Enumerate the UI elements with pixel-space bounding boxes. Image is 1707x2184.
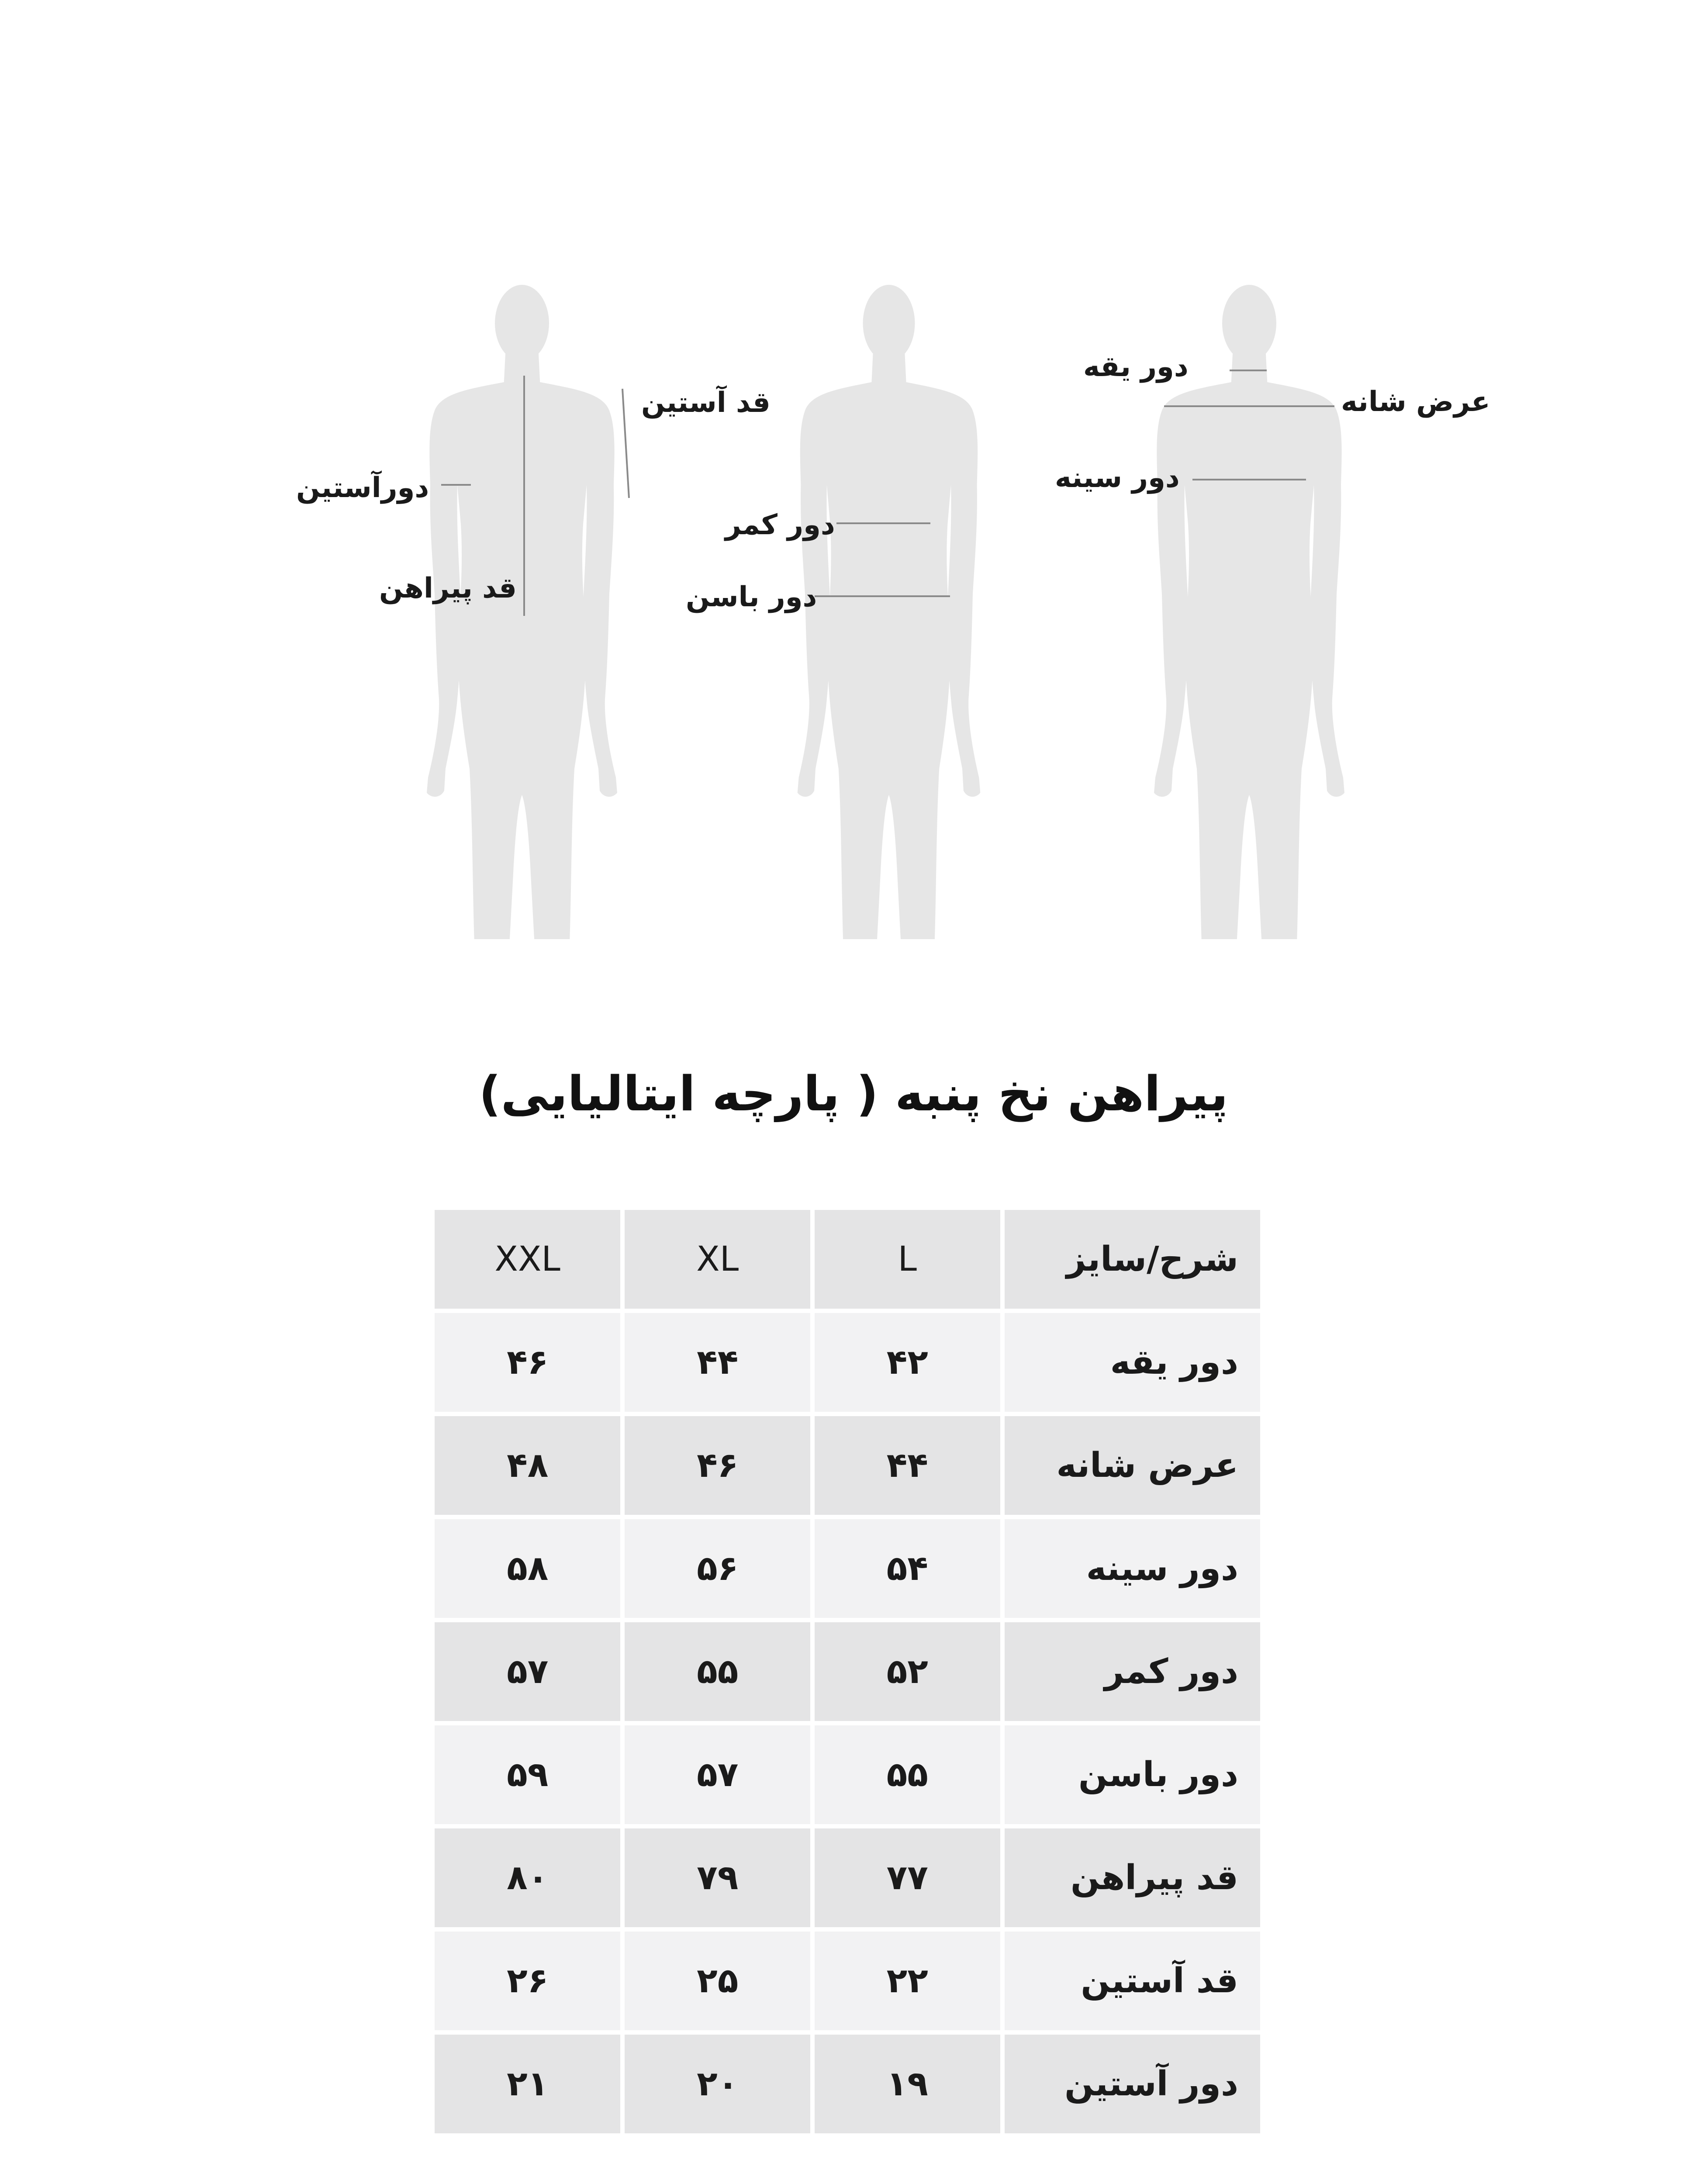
table-row — [435, 1828, 1260, 1927]
side-view-figure — [798, 285, 981, 939]
cell-l: ۷۷ — [815, 1828, 1000, 1927]
cell-l: ۲۲ — [815, 1932, 1000, 2030]
cell-desc: قد پیراهن — [1005, 1828, 1260, 1927]
cell-xxl: ۵۷ — [435, 1622, 620, 1721]
cell-xl: ۵۷ — [625, 1725, 810, 1824]
table-row — [435, 2035, 1260, 2133]
cell-xl: ۲۰ — [625, 2035, 810, 2133]
cell-xl: ۲۵ — [625, 1932, 810, 2030]
header-l: L — [815, 1210, 1000, 1309]
cell-xxl: ۸۰ — [435, 1828, 620, 1927]
cell-desc: قد آستین — [1005, 1932, 1260, 2030]
cell-desc: دور باسن — [1005, 1725, 1260, 1824]
cell-xl: ۵۵ — [625, 1622, 810, 1721]
table-row — [435, 1622, 1260, 1721]
cell-l: ۴۲ — [815, 1313, 1000, 1412]
cell-xxl: ۵۹ — [435, 1725, 620, 1824]
cell-xl: ۴۴ — [625, 1313, 810, 1412]
label-chest: دور سینه — [1055, 462, 1180, 494]
cell-desc: دور یقه — [1005, 1313, 1260, 1412]
label-sleeve-length: قد آستین — [641, 387, 771, 419]
cell-xxl: ۴۶ — [435, 1313, 620, 1412]
cell-xl: ۷۹ — [625, 1828, 810, 1927]
table-row — [435, 1725, 1260, 1824]
label-collar: دور یقه — [1083, 351, 1189, 383]
cell-l: ۵۲ — [815, 1622, 1000, 1721]
table-row — [435, 1932, 1260, 2030]
cell-desc: دور سینه — [1005, 1519, 1260, 1618]
header-desc: شرح/سایز — [1005, 1210, 1260, 1309]
label-waist: دور کمر — [725, 509, 835, 541]
label-shirt-length: قد پیراهن — [379, 572, 517, 605]
cell-l: ۴۴ — [815, 1416, 1000, 1515]
table-row — [435, 1416, 1260, 1515]
cell-desc: عرض شانه — [1005, 1416, 1260, 1515]
label-hip: دور باسن — [686, 581, 817, 613]
cell-xxl: ۲۱ — [435, 2035, 620, 2133]
header-xl: XL — [625, 1210, 810, 1309]
body-silhouettes — [0, 0, 1707, 939]
page-title: پیراهن نخ پنبه ( پارچه ایتالیایی) — [479, 1066, 1228, 1122]
header-xxl: XXL — [435, 1210, 620, 1309]
table-header-row — [435, 1210, 1260, 1309]
table-row — [435, 1519, 1260, 1618]
cell-desc: دور آستین — [1005, 2035, 1260, 2133]
label-sleeve-circumference: دورآستین — [296, 472, 429, 504]
cell-xxl: ۴۸ — [435, 1416, 620, 1515]
cell-desc: دور کمر — [1005, 1622, 1260, 1721]
table-row — [435, 1313, 1260, 1412]
measurement-diagram — [0, 0, 1707, 939]
cell-xxl: ۲۶ — [435, 1932, 620, 2030]
cell-l: ۱۹ — [815, 2035, 1000, 2133]
cell-l: ۵۴ — [815, 1519, 1000, 1618]
size-table — [430, 1206, 1265, 2138]
back-view-figure — [427, 285, 617, 939]
cell-xxl: ۵۸ — [435, 1519, 620, 1618]
cell-xl: ۴۶ — [625, 1416, 810, 1515]
cell-xl: ۵۶ — [625, 1519, 810, 1618]
cell-l: ۵۵ — [815, 1725, 1000, 1824]
label-shoulder-width: عرض شانه — [1341, 386, 1490, 418]
